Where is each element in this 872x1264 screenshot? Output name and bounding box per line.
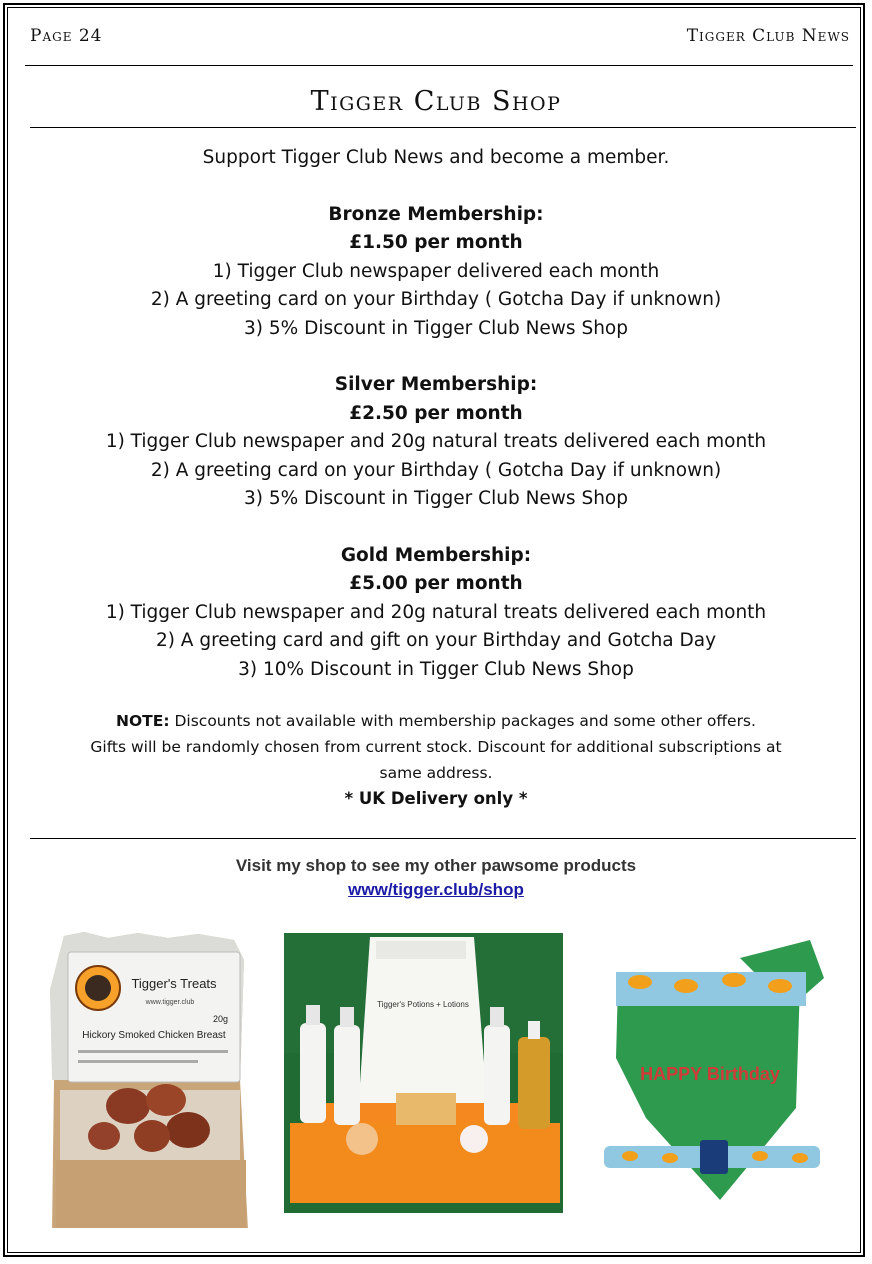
publication-name: Tigger Club News: [686, 26, 850, 46]
note-line-2: Gifts will be randomly chosen from current stock. Discount for additional subscriptions at: [90, 738, 782, 756]
section-rule: [30, 838, 856, 839]
gold-price: £5.00 per month: [349, 573, 523, 594]
shop-promo: [0, 854, 872, 902]
treats-flavour: Hickory Smoked Chicken Breast: [82, 1030, 226, 1041]
silver-title: Silver Membership:: [334, 374, 538, 395]
header-rule: [25, 65, 853, 66]
bronze-title: Bronze Membership:: [328, 203, 544, 225]
gift-bag-text: Tigger's Potions + Lotions: [377, 1000, 469, 1009]
intro-text: Support Tigger Club News and become a member.: [202, 147, 670, 168]
bandana-text: HAPPY Birthday: [640, 1064, 780, 1084]
silver-benefit: 3) 5% Discount in Tigger Club News Shop: [244, 488, 628, 509]
treats-site: www.tigger.club: [145, 999, 195, 1006]
bandana-photo: [600, 938, 828, 1214]
note-line-3: same address.: [379, 764, 493, 782]
title-rule: [30, 127, 856, 128]
gold-benefit: 1) Tigger Club newspaper and 20g natural treats delivered each month: [105, 601, 767, 623]
page-number: Page 24: [30, 26, 103, 46]
treats-bag-photo: [48, 930, 252, 1228]
gold-benefit: 2) A greeting card and gift on your Birthday and Gotcha Day: [155, 630, 717, 651]
silver-benefit: 1) Tigger Club newspaper and 20g natural treats delivered each month: [105, 431, 767, 452]
note-label: NOTE:: [116, 712, 170, 730]
shop-link[interactable]: www/tigger.club/shop: [348, 880, 524, 899]
bronze-benefit: 3) 5% Discount in Tigger Club News Shop: [244, 317, 628, 339]
bronze-benefit: 2) A greeting card on your Birthday ( Gotcha Day if unknown): [150, 289, 722, 310]
silver-benefit: 2) A greeting card on your Birthday ( Gotcha Day if unknown): [150, 459, 722, 481]
gold-benefit: 3) 10% Discount in Tigger Club News Shop: [238, 658, 634, 680]
bronze-benefit: 1) Tigger Club newspaper delivered each month: [212, 260, 660, 282]
page-title: Tigger Club Shop: [310, 86, 562, 117]
treats-weight: 20g: [212, 1014, 228, 1024]
note-line-1: Discounts not available with membership packages and some other offers.: [174, 712, 756, 730]
silver-price: £2.50 per month: [349, 402, 523, 424]
gift-set-photo: [284, 933, 563, 1213]
note-block: [40, 708, 832, 812]
shop-promo-text: Visit my shop to see my other pawsome products: [235, 856, 637, 875]
membership-section: [0, 144, 872, 684]
treats-brand: Tigger's Treats: [131, 976, 217, 991]
delivery-note: * UK Delivery only *: [344, 789, 528, 808]
gold-title: Gold Membership:: [340, 544, 532, 566]
bronze-price: £1.50 per month: [349, 232, 523, 253]
